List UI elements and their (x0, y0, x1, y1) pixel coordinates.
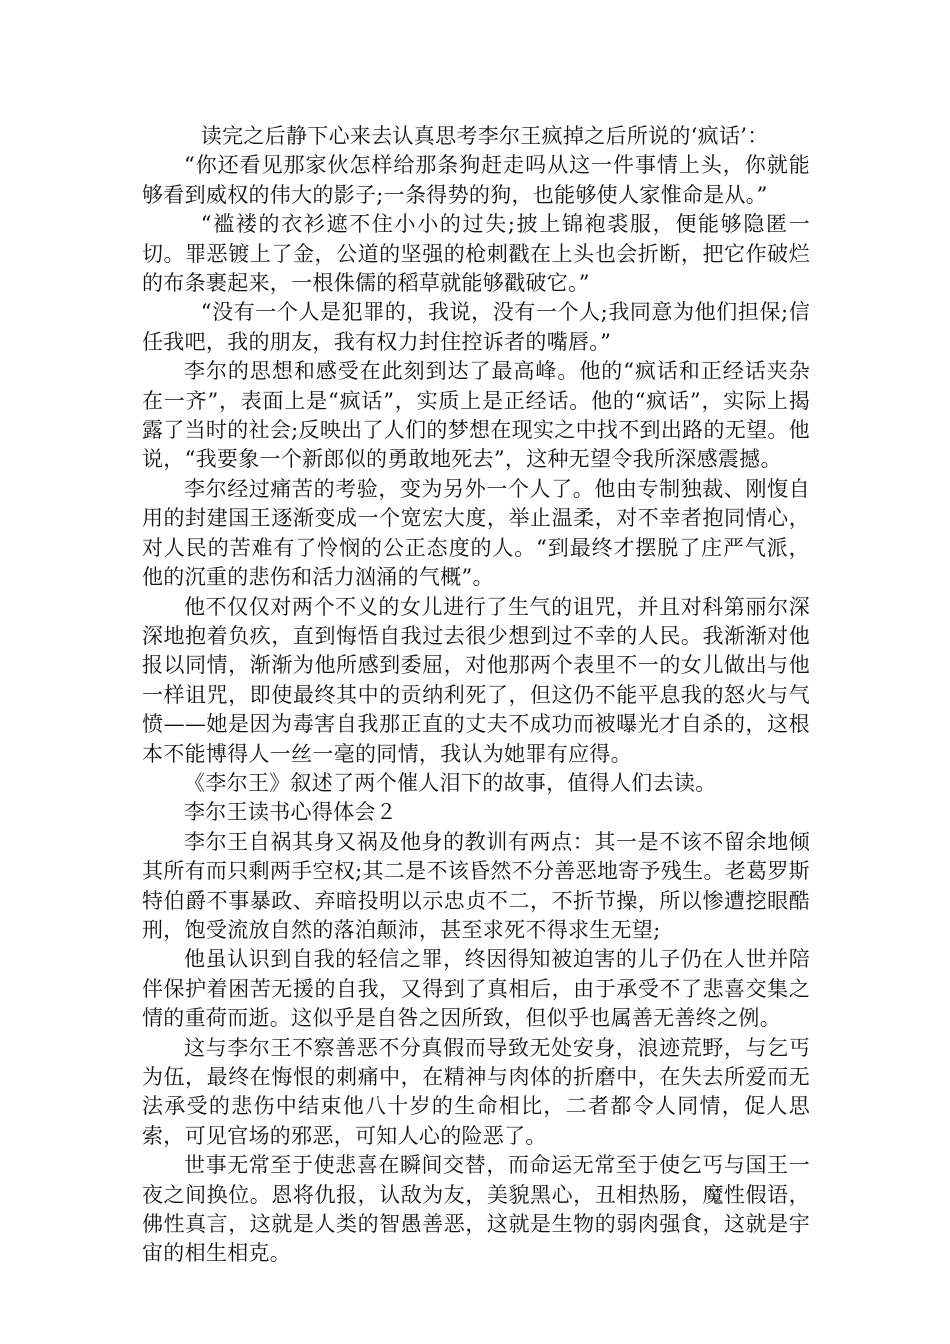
section-heading: 李尔王读书心得体会２ (184, 800, 397, 825)
paragraph-lessons: 李尔王自祸其身又祸及他身的教训有两点：其一是不该不留余地倾其所有而只剩两手空权;其二是不该昏然不分善恶地寄予残生。老葛罗斯特伯爵不事暴政、弃暗投明以示忠贞不二，不折节操，所以惨遭挖眼酷刑，饱受流放自然的落泊颠沛，甚至求死不得求生无望; (142, 829, 810, 942)
paragraph-transformation: 李尔经过痛苦的考验，变为另外一个人了。他由专制独裁、刚愎自用的封建国王逐渐变成一个宽宏大度，举止温柔，对不幸者抱同情心，对人民的苦难有了怜悯的公正态度的人。“到最终才摆脱了庄严气派，他的沉重的悲伤和活力汹涌的气概”。 (142, 476, 810, 590)
paragraph-conclusion: 世事无常至于使悲喜在瞬间交替，而命运无常至于使乞丐与国王一夜之间换位。恩将仇报，认敌为友，美貌黑心，丑相热肠，魔性假语，佛性真言，这就是人类的智愚善恶，这就是生物的弱肉强食，这就是宇宙的相生相克。 (142, 1153, 810, 1266)
paragraph-thought-peak: 李尔的思想和感受在此刻到达了最高峰。他的“疯话和正经话夹杂在一齐”，表面上是“疯话”，实质上是正经话。他的“疯话”，实际上揭露了当时的社会;反映出了人们的梦想在现实之中找不到出路的无望。他说，“我要象一个新郎似的勇敢地死去”，这种无望令我所深感震撼。 (142, 359, 810, 472)
paragraph-gloucester: 他虽认识到自我的轻信之罪，终因得知被迫害的儿子仍在人世并陪伴保护着困苦无援的自我，又得到了真相后，由于承受不了悲喜交集之情的重荷而逝。这似乎是自咎之因所致，但似乎也属善无善终之例。 (142, 947, 810, 1031)
paragraph-comparison: 这与李尔王不察善恶不分真假而导致无处安身，浪迹荒野，与乞丐为伍，最终在悔恨的刺痛中，在精神与肉体的折磨中，在失去所爱而无法承受的悲伤中结束他八十岁的生命相比，二者都令人同情，促人思索，可见官场的邪恶，可知人心的险恶了。 (142, 1035, 810, 1148)
paragraph-summary: 《李尔王》叙述了两个催人泪下的故事，值得人们去读。 (184, 770, 717, 795)
paragraph-daughters: 他不仅仅对两个不义的女儿进行了生气的诅咒，并且对科第丽尔深深地抱着负疚，直到悔悟自我过去很少想到过不幸的人民。我渐渐对他报以同情，渐渐为他所感到委屈，对他那两个表里不一的女儿做出与他一样诅咒，即使最终其中的贡纳利死了，但这仍不能平息我的怒火与气愤——她是因为毒害自我那正直的丈夫不成功而被曝光才自杀的，这根本不能博得人一丝一毫的同情，我认为她罪有应得。 (142, 594, 810, 766)
document-page (142, 122, 810, 1269)
paragraph-quote-dog: “你还看见那家伙怎样给那条狗赶走吗从这一件事情上头，你就能够看到威权的伟大的影子;一条得势的狗，也能够使人家惟命是从。” (142, 153, 810, 207)
paragraph-quote-rags: “褴褛的衣衫遮不住小小的过失;披上锦袍裘服，便能够隐匿一切。罪恶镀上了金，公道的坚强的枪刺戳在上头也会折断，把它作破烂的布条裹起来，一根侏儒的稻草就能够戳破它。” (142, 212, 810, 296)
paragraph-intro: 读完之后静下心来去认真思考李尔王疯掉之后所说的‘疯话’： (200, 124, 769, 148)
paragraph-quote-no-crime: “没有一个人是犯罪的，我说，没有一个人;我同意为他们担保;信任我吧，我的朋友，我有权力封住控诉者的嘴唇。” (142, 300, 810, 354)
